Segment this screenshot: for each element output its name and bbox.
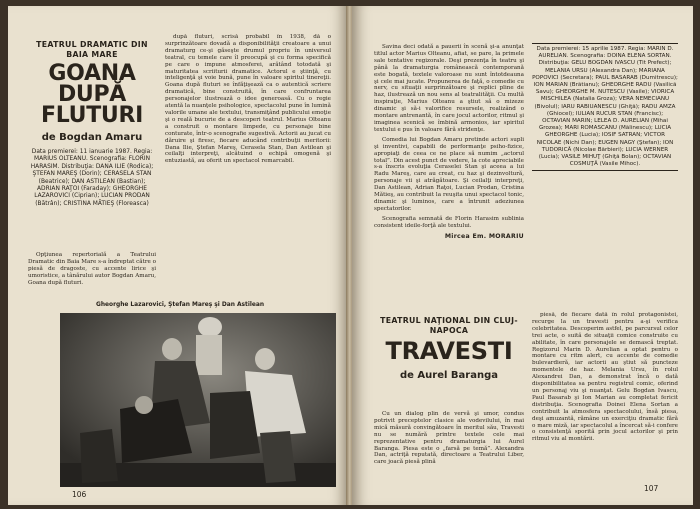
credits-bracket-bottom [532,170,678,171]
left-credits: Data premierei: 11 ianuarie 1987. Regia: MARIUS OLTEANU. Scenografia: FLORIN HARASIM. Distribuţia: DANA ILIE (Rodica); ŞTEFAN MAREŞ (Dorin); CERASELA STAN (Beatrice); DAN ASTILEAN (Bastian); ADRIAN RAŢOI (Faraday); GHEORGHE LAZAROVICI (Ciprian); LUCIAN PRODAN (Bătrân); CRISTINA MĂTIEŞ (Floreasca) [30,149,154,207]
left-column-1-lead [28,252,156,288]
credits-bracket-top [532,43,678,44]
left-theatre-kicker: TEATRUL DRAMATIC DIN BAIA MARE [36,40,148,59]
right-column-1-text: Savina deci odată a pauerii în scenă şi-a anunţat titlul actor Marius Olteanu, afiat, se pare, la primele sale tentative regizorale. Deşi prezenţa în teatru şi până la dramaturgia românească contemporană este bogată, textele valoroase nu sunt întotdeauna şi cele mai jucate. Propunerea de faţă, o comedie cu nerv, cu situaţii surprinzătoare şi replici pline de haz, ilustrează un nou sens al teatralităţii. Cu multă inspiraţie, Marius Olteanu a ştiut să o mizeze dinamic şi să-i valorifice resursele, realizând o montare antrenantă, în care jocul actorilor, ritmul şi imaginea scenică se îmbină armonios, iar spiritul textului e pus în valoare fără stridenţe. [374,44,524,133]
left-lead-paragraph: Opţiunea repertorială a Teatrului Dramatic din Baia Mare s-a îndreptat către o piesă de dragoste, cu accente lirice şi umoristice, a tânărului autor Bogdan Amaru, Goana după fluturi. [28,252,156,286]
production-photo [60,313,336,487]
production-photo-image [60,313,336,487]
right-credits-box [532,46,678,168]
left-photo-caption: Gheorghe Lazarovici, Ştefan Mareş şi Dan Astilean [96,302,265,308]
review-signature: Mircea Em. MORARIU [444,232,524,240]
right-byline: de Aurel Baranga [400,370,498,381]
left-column-2-text: după fluturi, scrisă probabil în 1938, dă o surprinzătoare dovadă a disponibilităţii creatoare a unui dramaturg ce-şi găseşte drumul propriu în universul teatral, cu temele care îl preocupă şi cu forma specifică pe care o impune atmosferei, arătând totodată şi maturitatea scriiturii dramatice. Actorul e ştiinţă, cu inteligenţă şi voie bună, pune în valoare spiritul tinereţii. Goana după fluturi se înfăţişează ca o autentică scriere dramatică, bine construită, în care confruntarea personajelor ilustrează o idee generoasă. Cu o regie atentă la nuanţele psihologice, spectacolul pune în lumină valorile umane ale textului, transmiţând publicului emoţie şi o reală bucurie de a descoperi teatrul. Marius Olteanu a construit o montare limpede, cu personaje bine conturate, într-o scenografie sugestivă. Actorii au jucat cu dăruire şi firesc, fiecare aducând contribuţii meritorii: Dana Ilie, Ştefan Mareş, Cerasela Stan, Dan Astilean şi ceilalţi interpreţi, alcătuind o echipă omogenă şi entuziastă, au oferit un spectacol remarcabil. [165,34,331,165]
left-title-line1: GOANA [48,61,136,86]
right-theatre-kicker: TEATRUL NAŢIONAL DIN CLUJ-NAPOCA [380,316,518,335]
right-column-1 [374,44,524,240]
right-column-2-text: piesă, de fiecare dată în rolul protagonistei, recurge la un travesti pentru a-şi verifica celebritatea. Descoperim astfel, pe parcursul celor trei acte, o suită de situaţii comice construite cu abilitate, în care personajele se demască treptat. Regizorul Marin D. Aurelian a optat pentru o montare cu ritm alert, cu accente de comedie bulevardieră, iar actorii au ştiut să puncteze momentele de haz. Melania Ursu, în rolul Alexandrei Dan, a demonstrat încă o dată disponibilitatea sa pentru registrul comic, oferind un personaj viu şi nuanţat. Gelu Bogdan Ivascu, Paul Basarab şi Ion Marian au completat fericit distribuţia. Scenografia Doinei Elena Sortan a contribuit la atmosfera spectacolului, însă piesa, deşi amuzantă, rămâne un exerciţiu dramatic fără o mare miză, iar spectacolul a încercat să-i confere o consistenţă sporită prin jocul actorilor şi prin ritmul viu al montării. [532,312,678,443]
left-title-line2: DUPĂ FLUTURI [40,82,144,128]
right-column-2 [532,312,678,484]
travesti-heading-block [374,316,524,381]
right-page [352,6,693,505]
left-byline: de Bogdan Amaru [41,132,143,143]
left-column-2 [165,34,331,239]
right-page-number: 107 [644,484,659,493]
right-credits: Data premierei: 15 aprilie 1987. Regia: MARIN D. AURELIAN. Scenografia: DOINA ELENA SORTAN. Distribuţia: GELU BOGDAN IVASCU (Tit Prefect); MELANIA URSU (Alexandra Dan); MARIANA POPOVICI (Secretara); PAUL BASARAB (Dumitrescu); ION MARIAN (Brătianu); GHEORGHE RADU (Vasilică Savu); GHEORGHE M. NUTESCU (Vasile); VIORICA MISCHILEA (Natalia Groza); VERA NEMECIANU (Bivolul); IARU RABIUANESCU (Ghiţă); RADU AMZA (Ghiocel); IULIAN RUCUR STAN (Francisc); OCTAVIAN MARIN; LELEA D. AURELIAN (Mihai Grozea); MARI ROMASCANU (Mălinescu); LUCIA GHEORGHE (Lucia); IOSIF SATRAN; VICTOR NICOLAE (Nichi Dan); EUGEN NAGY (Ştefan); ION TUDORICĂ (Nicolae Bărbieri); LUCIA WERNER (Lucia); VASILE MIHUŢ (Ghiţă Bolan); OCTAVIAN COSMUŢĂ (Vasile Mihoc). [532,46,678,168]
right-column-1-text-3: Scenografia semnată de Florin Harasim sublinia consistent ideile-forţă ale textului. [374,215,524,229]
right-lead-paragraph: Cu un dialog plin de vervă şi umor, condus potrivit preceptelor clasice ale vodevilului, în mai mică măsură convingătoare în meritul său, Travesti nu se numără printre textele cele mai reprezentative pentru dramaturgia lui Aurel Baranga. Piesa este o „farsă pe temă”. Alexandra Dan, actriţă reputată, directoare a Teatrului Liber, care joacă piesă plină [374,411,524,466]
left-page [8,6,348,505]
left-page-number: 106 [72,490,87,499]
right-column-1-lead [374,411,524,467]
right-column-1-text-2: Comedia lui Bogdan Amaru pretinde actori supli şi inventivi, capabili de performanţe psiho-fizice, apropiaţi de ceea ce ne place să numim „actorul total”. Din acest punct de vedere, la cote apreciabile s-a înscris evoluţia Ceraselei Stan şi aceea a lui Radu Mareş, care au creat, cu haz şi dezinvoltură, personaje vii şi atrăgătoare. Şi ceilalţi interpreţi, Dan Astilean, Adrian Raţoi, Lucian Prodan, Cristina Mătieş, au contribuit la reuşita unui spectacol tonic, dinamic şi luminos, care a întrunit adeziunea spectatorilor. [374,136,524,212]
right-title: TRAVESTI [385,337,513,365]
